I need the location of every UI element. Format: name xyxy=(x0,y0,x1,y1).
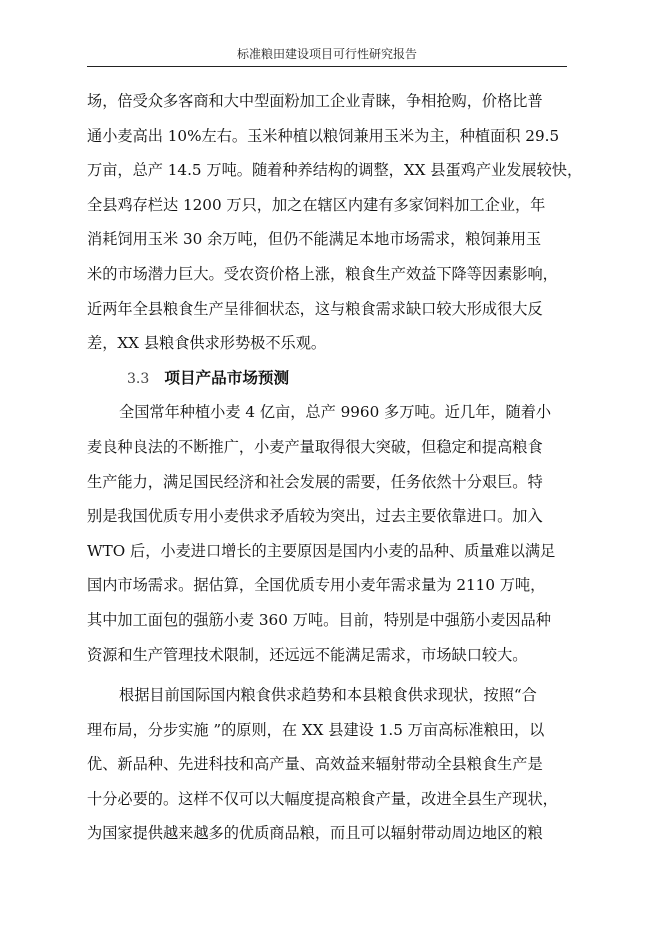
text-line: 资源和生产管理技术限制，还远远不能满足需求，市场缺口较大。 xyxy=(87,645,528,664)
page-header xyxy=(87,44,567,67)
text-line: 别是我国优质专用小麦供求矛盾较为突出，过去主要依靠进口。加入 xyxy=(87,507,543,526)
text-line: 根据目前国际国内粮食供求趋势和本县粮食供求现状，按照“合 xyxy=(119,686,537,705)
text-line: WTO 后，小麦进口增长的主要原因是国内小麦的品种、质量难以满足 xyxy=(87,541,556,560)
paragraph-3 xyxy=(87,678,569,851)
text-line: 全国常年种植小麦 4 亿亩，总产 9960 多万吨。近几年，随着小 xyxy=(119,403,552,422)
text-line: 场，倍受众多客商和大中型面粉加工企业青睐，争相抢购，价格比普 xyxy=(87,92,543,110)
section-heading xyxy=(87,361,569,396)
paragraph-1 xyxy=(87,84,583,361)
text-line: 万亩，总产 14.5 万吨。随着种养结构的调整，XX 县蛋鸡产业发展较快， xyxy=(87,161,583,180)
section-number: 3.3 xyxy=(127,370,150,387)
paragraph-2 xyxy=(87,395,569,672)
section-title: 项目产品市场预测 xyxy=(164,368,290,387)
text-line: 国内市场需求。据估算，全国优质专用小麦年需求量为 2110 万吨， xyxy=(87,576,546,595)
header-title: 标准粮田建设项目可行性研究报告 xyxy=(236,47,417,61)
text-line: 十分必要的。这样不仅可以大幅度提高粮食产量，改进全县生产现状， xyxy=(87,789,558,808)
text-line: 近两年全县粮食生产呈徘徊状态，这与粮食需求缺口较大形成很大反 xyxy=(87,299,543,318)
text-line: 消耗饲用玉米 30 余万吨，但仍不能满足本地市场需求，粮饲兼用玉 xyxy=(87,230,542,249)
document-body xyxy=(87,84,583,851)
text-line: 其中加工面包的强筋小麦 360 万吨。目前，特别是中强筋小麦因品种 xyxy=(87,610,551,629)
text-line: 米的市场潜力巨大。受农资价格上涨，粮食生产效益下降等因素影响， xyxy=(87,264,558,283)
text-line: 通小麦高出 10%左右。玉米种植以粮饲兼用玉米为主，种植面积 29.5 xyxy=(87,126,560,145)
text-line: 优、新品种、先进科技和高产量、高效益来辐射带动全县粮食生产是 xyxy=(87,755,543,774)
text-line: 理布局，分步实施 ”的原则，在 XX 县建设 1.5 万亩高标准粮田，以 xyxy=(87,720,545,739)
text-line: 麦良种良法的不断推广，小麦产量取得很大突破，但稳定和提高粮食 xyxy=(87,437,543,456)
text-line: 为国家提供越来越多的优质商品粮，而且可以辐射带动周边地区的粮 xyxy=(87,824,543,843)
text-line: 差，XX 县粮食供求形势极不乐观。 xyxy=(87,334,327,353)
text-line: 生产能力，满足国民经济和社会发展的需要，任务依然十分艰巨。特 xyxy=(87,472,543,491)
text-line: 全县鸡存栏达 1200 万只，加之在辖区内建有多家饲料加工企业，年 xyxy=(87,195,546,214)
